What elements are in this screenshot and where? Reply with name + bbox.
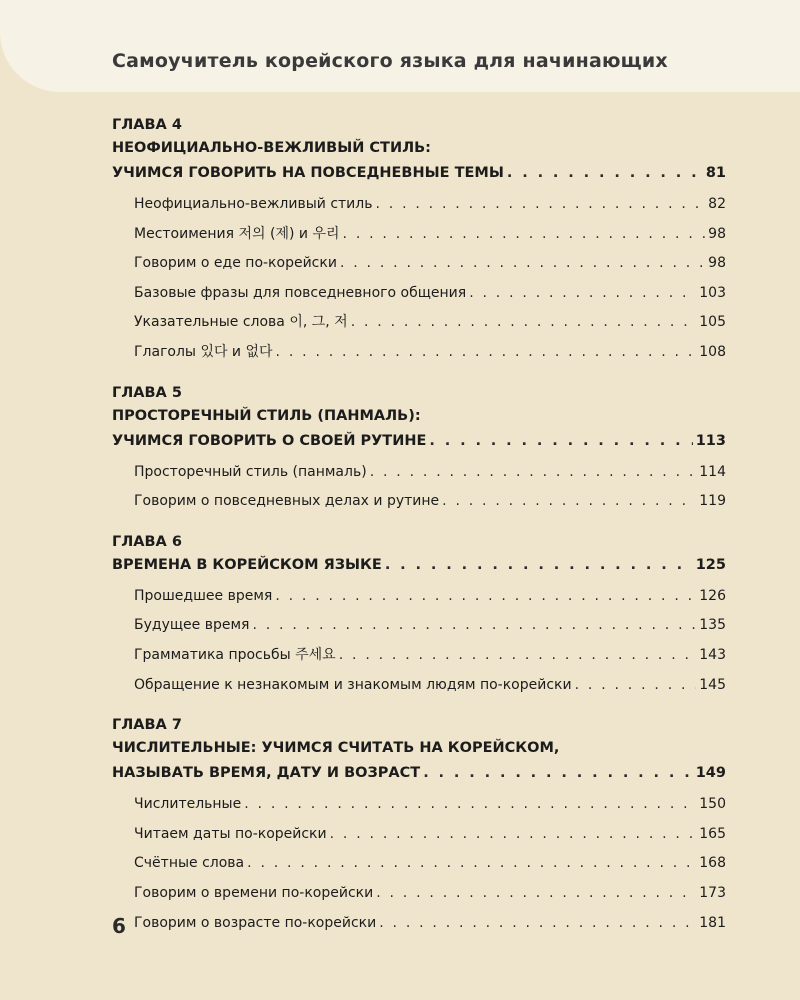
chapter-page: 125: [695, 556, 726, 573]
dot-leader: [376, 879, 696, 909]
chapter-4: [112, 114, 726, 368]
toc-entry[interactable]: [112, 308, 726, 338]
dot-leader: [339, 641, 697, 671]
chapter-label: ГЛАВА 4: [112, 117, 182, 133]
toc-entry[interactable]: [112, 338, 726, 368]
chapter-5: [112, 382, 726, 517]
chapter-title-line-1: ПРОСТОРЕЧНЫЙ СТИЛЬ (ПАНМАЛЬ):: [112, 407, 421, 424]
entry-title: Глаголы 있다 и 없다: [134, 343, 273, 360]
entry-page: 126: [699, 587, 726, 604]
dot-leader: [247, 849, 696, 879]
entry-page: 135: [699, 617, 726, 634]
entry-title: Говорим о времени по-корейски: [134, 884, 374, 901]
chapter-title-entry[interactable]: [112, 429, 726, 454]
toc-entry[interactable]: [112, 671, 726, 701]
book-title: Самоучитель корейского языка для начинающих: [112, 50, 668, 72]
chapter-title-line-2: ВРЕМЕНА В КОРЕЙСКОМ ЯЗЫКЕ: [112, 556, 382, 573]
dot-leader: [385, 553, 693, 578]
dot-leader: [442, 487, 696, 517]
dot-leader: [330, 820, 697, 850]
dot-leader: [379, 909, 696, 939]
entry-page: 150: [699, 796, 726, 813]
entry-title: Указательные слова 이, 그, 저: [134, 314, 348, 331]
entry-title: Говорим о повседневных делах и рутине: [134, 493, 440, 510]
table-of-contents: [112, 114, 726, 952]
toc-entry[interactable]: [112, 279, 726, 309]
chapter-title-line-2: УЧИМСЯ ГОВОРИТЬ О СВОЕЙ РУТИНЕ: [112, 432, 427, 449]
chapter-title-entry[interactable]: [112, 761, 726, 786]
header-band: [0, 0, 800, 92]
chapter-label: ГЛАВА 7: [112, 717, 182, 734]
section-list: [112, 458, 726, 517]
dot-leader: [575, 671, 697, 701]
dot-leader: [244, 790, 696, 820]
section-list: [112, 790, 726, 938]
entry-title: Базовые фразы для повседневного общения: [134, 284, 467, 301]
toc-entry[interactable]: [112, 909, 726, 939]
entry-title: Прошедшее время: [134, 587, 273, 604]
entry-title: Просторечный стиль (панмаль): [134, 463, 367, 480]
dot-leader: [423, 761, 693, 786]
chapter-6: [112, 531, 726, 700]
toc-entry[interactable]: [112, 641, 726, 671]
toc-entry[interactable]: [112, 879, 726, 909]
entry-page: 143: [699, 646, 726, 663]
dot-leader: [340, 249, 705, 279]
section-list: [112, 582, 726, 700]
page-number: 6: [112, 914, 126, 938]
entry-page: 108: [699, 343, 726, 360]
dot-leader: [429, 429, 692, 454]
entry-page: 105: [699, 314, 726, 331]
toc-entry[interactable]: [112, 582, 726, 612]
toc-entry[interactable]: [112, 190, 726, 220]
entry-title: Числительные: [134, 796, 242, 813]
toc-entry[interactable]: [112, 849, 726, 879]
toc-entry[interactable]: [112, 820, 726, 850]
section-list: [112, 190, 726, 368]
chapter-title-line-2: НАЗЫВАТЬ ВРЕМЯ, ДАТУ И ВОЗРАСТ: [112, 765, 421, 782]
dot-leader: [252, 611, 696, 641]
dot-leader: [343, 220, 706, 250]
entry-page: 98: [708, 255, 726, 272]
entry-title: Будущее время: [134, 617, 250, 634]
toc-entry[interactable]: [112, 220, 726, 250]
entry-page: 168: [699, 855, 726, 872]
entry-title: Говорим о еде по-корейски: [134, 255, 337, 272]
entry-title: Читаем даты по-корейски: [134, 825, 327, 842]
entry-page: 119: [699, 493, 726, 510]
toc-entry[interactable]: [112, 458, 726, 488]
chapter-page: 81: [705, 165, 726, 181]
dot-leader: [275, 582, 696, 612]
chapter-7: [112, 714, 726, 938]
dot-leader: [507, 161, 703, 186]
dot-leader: [351, 308, 697, 338]
entry-title: Грамматика просьбы 주세요: [134, 646, 336, 663]
chapter-page: 113: [695, 432, 726, 449]
dot-leader: [375, 190, 705, 220]
chapter-page: 149: [695, 765, 726, 782]
chapter-label: ГЛАВА 6: [112, 533, 182, 550]
dot-leader: [370, 458, 697, 488]
dot-leader: [276, 338, 697, 368]
entry-page: 98: [708, 225, 726, 242]
entry-page: 82: [708, 196, 726, 212]
toc-entry[interactable]: [112, 249, 726, 279]
entry-page: 165: [699, 825, 726, 842]
chapter-title-line-1: ЧИСЛИТЕЛЬНЫЕ: УЧИМСЯ СЧИТАТЬ НА КОРЕЙСКОМ,: [112, 740, 560, 757]
dot-leader: [469, 279, 696, 309]
chapter-title-line-2: УЧИМСЯ ГОВОРИТЬ НА ПОВСЕДНЕВНЫЕ ТЕМЫ: [112, 165, 504, 181]
toc-entry[interactable]: [112, 790, 726, 820]
chapter-title-entry[interactable]: [112, 553, 726, 578]
entry-title: Неофициально-вежливый стиль: [134, 196, 373, 212]
entry-title: Говорим о возрасте по-корейски: [134, 914, 377, 931]
entry-page: 173: [699, 884, 726, 901]
entry-title: Местоимения 저의 (제) и 우리: [134, 225, 340, 242]
entry-page: 145: [699, 676, 726, 693]
entry-title: Счётные слова: [134, 855, 245, 872]
entry-title: Обращение к незнакомым и знакомым людям по-корейски: [134, 676, 572, 693]
chapter-title-line-1: НЕОФИЦИАЛЬНО-ВЕЖЛИВЫЙ СТИЛЬ:: [112, 140, 431, 156]
chapter-title-entry[interactable]: [112, 161, 726, 186]
entry-page: 181: [699, 914, 726, 931]
toc-entry[interactable]: [112, 611, 726, 641]
entry-page: 114: [699, 463, 726, 480]
chapter-label: ГЛАВА 5: [112, 384, 182, 401]
toc-entry[interactable]: [112, 487, 726, 517]
entry-page: 103: [699, 284, 726, 301]
